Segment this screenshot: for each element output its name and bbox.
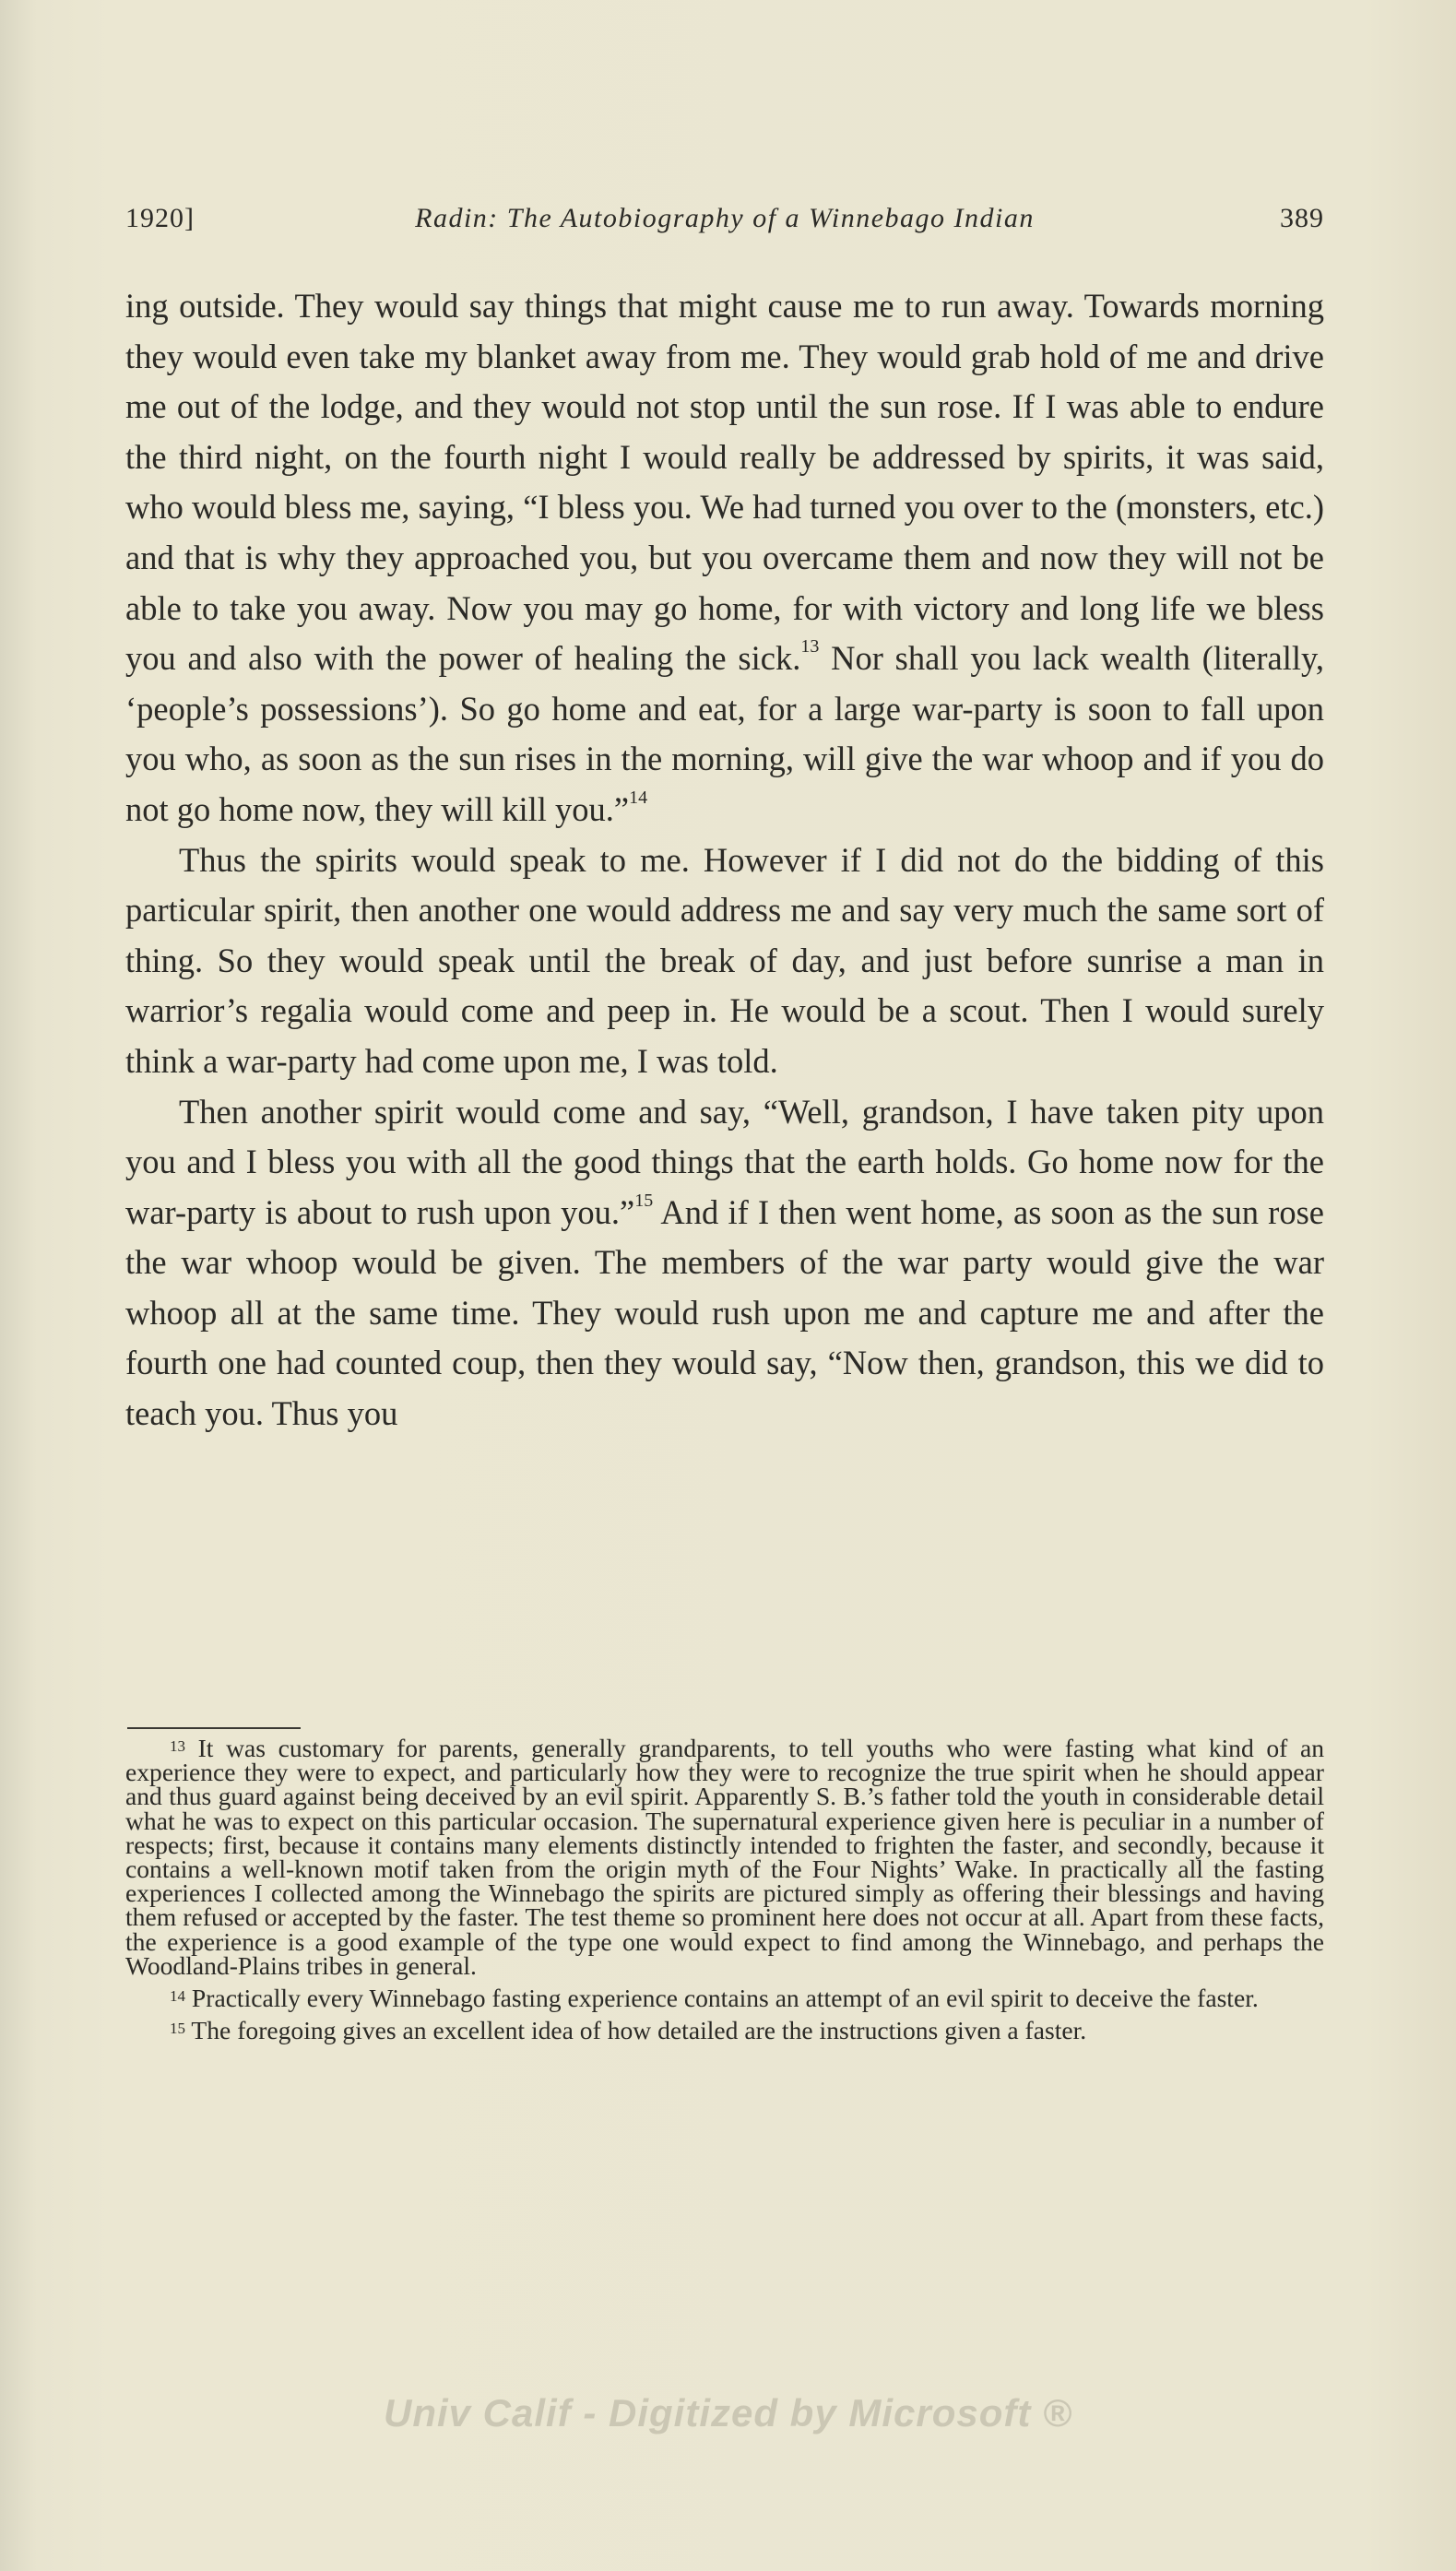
running-header xyxy=(125,203,1324,240)
footnote-14-text: Practically every Winnebago fasting experience contains an attempt of an evil spirit to deceive the faster. xyxy=(191,1984,1259,2013)
paragraph-1-part-b: Nor shall you lack wealth (literally, ‘people’s possessions’). So go home and eat, for a large war-party is soon to fall upon you who, as soon as the sun rises in the morning, will give the war whoop and if you do not go home now, they will kill you.” xyxy=(125,639,1324,828)
paragraph-2: Thus the spirits would speak to me. However if I did not do the bidding of this particular spirit, then another one would address me and say very much the same sort of thing. So they would speak until the break of day, and just before sunrise a man in warrior’s regalia would come and peep in. He would be a scout. Then I would surely think a war-party had come upon me, I was told. xyxy=(125,840,1324,1080)
footnote-15 xyxy=(125,2016,1324,2045)
paragraph-3-part-a: Then another spirit would come and say, “Well, grandson, I have taken pity upon you and I bless you with all the good things that the earth holds. Go home now for the war-party is about to rush upon you.” xyxy=(125,1092,1324,1231)
paragraph-3-part-b: And if I then went home, as soon as the sun rose the war whoop would be given. The members of the war party would give the war whoop all at the same time. They would rush upon me and capture me and after the fourth one had counted coup, then they would say, “Now then, grandson, this we did to teach you. Thus you xyxy=(125,1192,1324,1433)
paragraph-3 xyxy=(125,1087,1324,1440)
footnote-15-text: The foregoing gives an excellent idea of how detailed are the instructions given a faster. xyxy=(191,2016,1087,2045)
footnote-14 xyxy=(125,1984,1324,2013)
header-year: 1920] xyxy=(125,203,195,233)
footnote-15-number: 15 xyxy=(170,2020,185,2038)
footnote-14-number: 14 xyxy=(170,1987,185,2006)
footnote-13 xyxy=(125,1736,1324,1978)
footnotes xyxy=(125,1736,1324,2051)
digitization-watermark: Univ Calif - Digitized by Microsoft ® xyxy=(384,2391,1072,2435)
footnote-13-text: It was customary for parents, generally grandparents, to tell youths who were fasting what kind of an experience they were to expect, and particularly how they were to recognize the true spirit when he should appear and thus guard against being deceived by an evil spirit. Apparently S. B.’s father told the youth in considerable detail what he was to expect on this particular occasion. The supernatural experience given here is peculiar in a number of respects; first, because it contains many elements distinctly intended to frighten the faster, and secondly, because it contains a well-known motif taken from the origin myth of the Four Nights’ Wake. In practically all the fasting experiences I collected among the Winnebago the spirits are pictured simply as offering their blessings and having them refused or accepted by the faster. The test theme so prominent here does not occur at all. Apart from these facts, the experience is a good example of the type one would expect to find among the Winnebago, and perhaps the Woodland-Plains tribes in general. xyxy=(125,1734,1324,1980)
paragraph-1-part-a: ing outside. They would say things that might cause me to run away. Towards morning they would even take my blanket away from me. They would grab hold of me and drive me out of the lodge, and they would not stop until the sun rose. If I was able to endure the third night, on the fourth night I would really be addressed by spirits, it was said, who would bless me, saying, “I bless you. We had turned you over to the (monsters, etc.) and that is why they approached you, but you overcame them and now they will not be able to take you away. Now you may go home, for with victory and long life we bless you and also with the power of healing the sick. xyxy=(125,287,1324,678)
paragraph-1 xyxy=(125,281,1324,835)
page-number: 389 xyxy=(1280,203,1324,233)
footnote-13-number: 13 xyxy=(170,1737,185,1755)
footnote-ref-15: 15 xyxy=(634,1190,654,1211)
footnote-ref-14: 14 xyxy=(629,787,648,808)
header-title: Radin: The Autobiography of a Winnebago Indian xyxy=(415,203,1035,233)
footnote-divider xyxy=(127,1727,301,1729)
body-text xyxy=(125,281,1324,1440)
footnote-ref-13: 13 xyxy=(800,636,820,658)
